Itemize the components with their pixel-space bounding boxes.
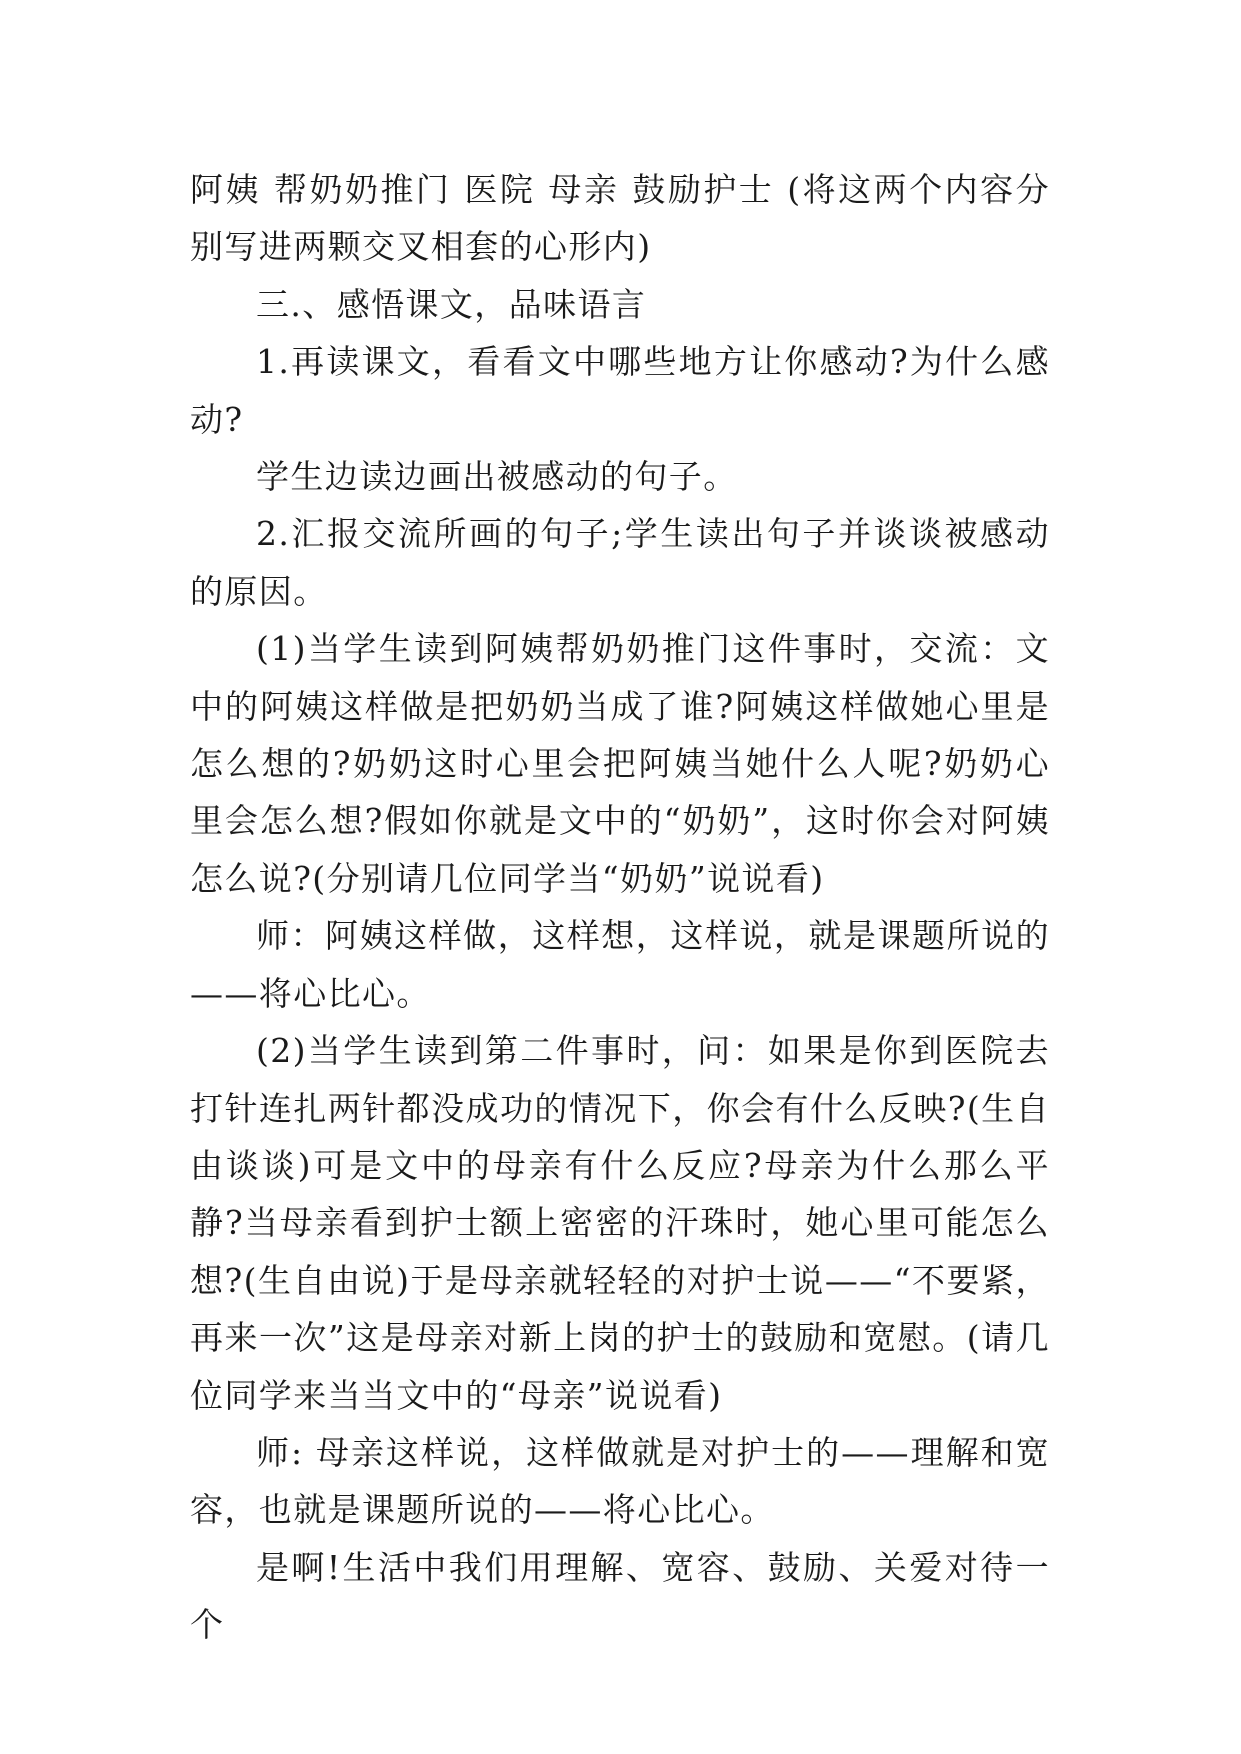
- paragraph-event-1: (1)当学生读到阿姨帮奶奶推门这件事时，交流：文中的阿姨这样做是把奶奶当成了谁?阿姨这样做她心里是怎么想的?奶奶这时心里会把阿姨当她什么人呢?奶奶心里会怎么想?假如你就是文中的“奶奶”，这时你会对阿姨怎么说?(分别请几位同学当“奶奶”说说看): [190, 629, 1050, 898]
- document-body: [190, 161, 1050, 1654]
- paragraph-teacher-remark-2: 师: 母亲这样说，这样做就是对护士的——理解和宽容，也就是课题所说的——将心比心。: [190, 1432, 1050, 1530]
- paragraph-step-1: 1.再读课文，看看文中哪些地方让你感动?为什么感动?: [190, 342, 1050, 439]
- paragraph-student-activity: 学生边读边画出被感动的句子。: [256, 457, 738, 497]
- paragraph-step-2: 2.汇报交流所画的句子;学生读出句子并谈谈被感动的原因。: [190, 514, 1050, 611]
- paragraph-teacher-remark-1: 师：阿姨这样做，这样想，这样说，就是课题所说的——将心比心。: [190, 916, 1050, 1013]
- section-heading: 三.、感悟课文，品味语言: [256, 284, 647, 324]
- paragraph-heart-diagram-note: 阿姨 帮奶奶推门 医院 母亲 鼓励护士 (将这两个内容分别写进两颗交叉相套的心形内): [190, 170, 1050, 267]
- paragraph-event-2: (2)当学生读到第二件事时，问：如果是你到医院去打针连扎两针都没成功的情况下，你会有什么反映?(生自由谈谈)可是文中的母亲有什么反应?母亲为什么那么平静?当母亲看到护士额上密密的汗珠时，她心里可能怎么想?(生自由说)于是母亲就轻轻的对护士说——“不要紧，再来一次”这是母亲对新上岗的护士的鼓励和宽慰。(请几位同学来当当文中的“母亲”说说看): [190, 1031, 1050, 1415]
- paragraph-conclusion: 是啊!生活中我们用理解、宽容、鼓励、关爱对待一个: [190, 1547, 1050, 1645]
